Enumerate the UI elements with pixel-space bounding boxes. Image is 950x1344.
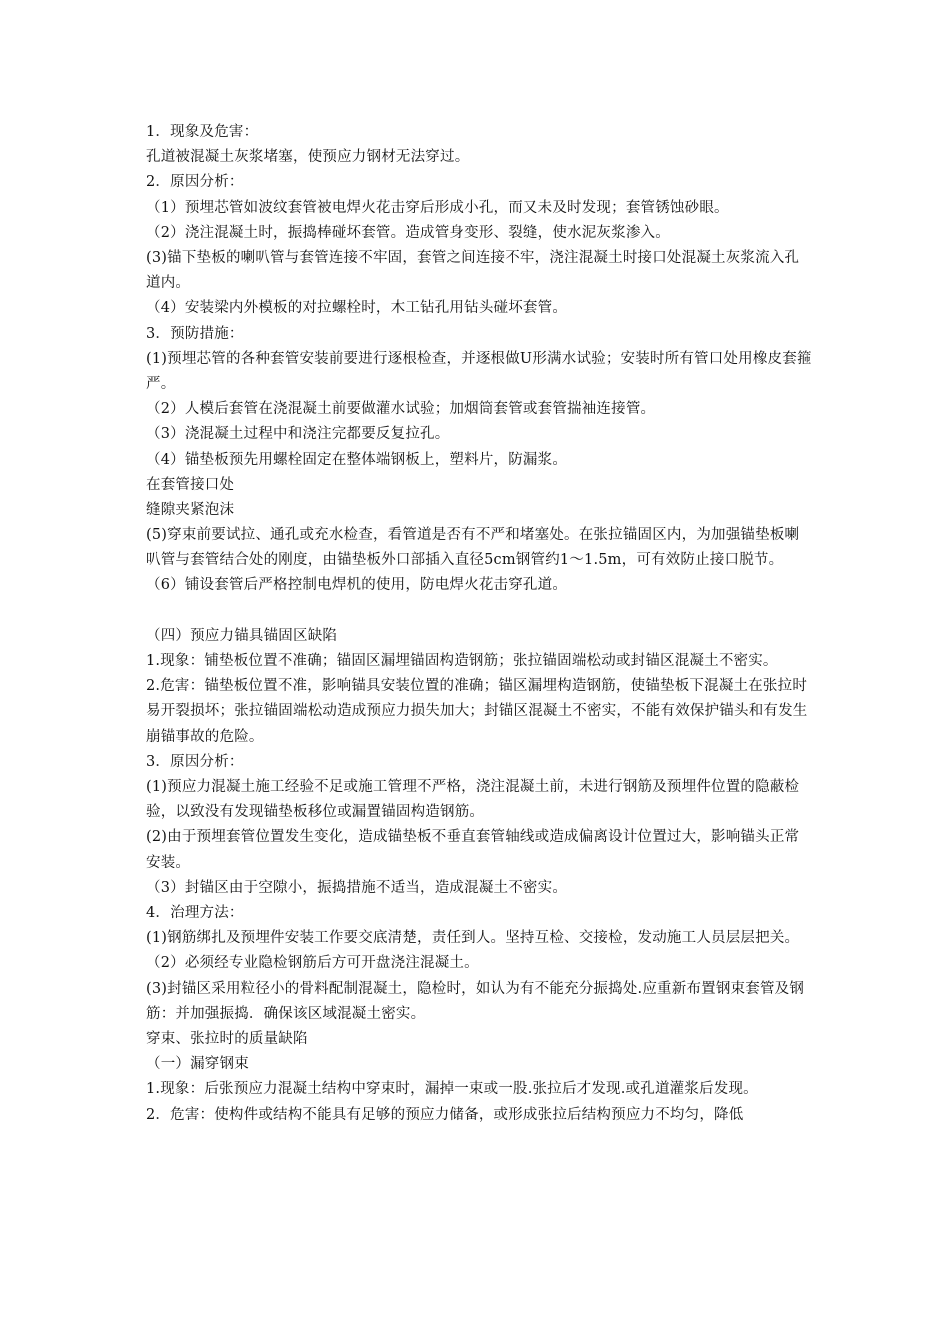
paragraph-line: 4．治理方法：	[146, 905, 244, 922]
paragraph-line: （4）锚垫板预先用螺栓固定在整体端钢板上，塑料片，防漏浆。	[146, 451, 568, 468]
document-body	[146, 120, 812, 1128]
paragraph-line: （一）漏穿钢束	[146, 1056, 249, 1073]
paragraph-line: 1.现象：铺垫板位置不准确；锚固区漏埋锚固构造钢筋；张拉锚固端松动或封锚区混凝土不密实。	[146, 653, 778, 670]
paragraph-line: 1．现象及危害：	[146, 124, 259, 140]
paragraph-line: (1)预埋芯管的各种套管安装前要进行逐根检查，并逐根做U形满水试验；安装时所有管口处用橡皮套箍严。	[146, 350, 812, 392]
paragraph-line: （1）预埋芯管如波纹套管被电焊火花击穿后形成小孔，而又未及时发现；套管锈蚀砂眼。	[146, 199, 729, 216]
paragraph-line: （4）安装梁内外模板的对拉螺栓时，木工钻孔用钻头碰坏套管。	[146, 300, 568, 317]
paragraph-line: （四）预应力锚具锚固区缺陷	[146, 627, 338, 644]
paragraph-line: 1.现象：后张预应力混凝土结构中穿束时，漏掉一束或一股.张拉后才发现.或孔道灌浆后发现。	[146, 1081, 758, 1098]
paragraph-line: （2）人模后套管在浇混凝土前要做灌水试验；加烟筒套管或套管揣袖连接管。	[146, 401, 656, 418]
paragraph-line: (1)预应力混凝土施工经验不足或施工管理不严格，浇注混凝土前，未进行钢筋及预埋件位置的隐蔽检验，以致没有发现锚垫板移位或漏置锚固构造钢筋。	[146, 779, 800, 821]
paragraph-line: 孔道被混凝土灰浆堵塞，使预应力钢材无法穿过。	[146, 149, 470, 166]
paragraph-line: 3．预防措施：	[146, 325, 244, 342]
paragraph-line: 缝隙夹紧泡沫	[146, 501, 235, 518]
paragraph-line: 2．原因分析：	[146, 174, 244, 191]
paragraph-line: （3）封锚区由于空隙小，振捣措施不适当，造成混凝土不密实。	[146, 879, 568, 896]
paragraph-line: （2）必须经专业隐检钢筋后方可开盘浇注混凝土。	[146, 955, 479, 972]
paragraph-line: （2）浇注混凝土时，振捣棒碰坏套管。造成管身变形、裂缝，使水泥灰浆渗入。	[146, 224, 670, 241]
paragraph-line: (3)封锚区采用粒径小的骨料配制混凝土，隐检时，如认为有不能充分振捣处.应重新布置钢束套管及钢筋：并加强振捣．确保该区域混凝土密实。	[146, 980, 805, 1022]
paragraph-line: （6）铺设套管后严格控制电焊机的使用，防电焊火花击穿孔道。	[146, 577, 568, 594]
paragraph-line: (5)穿束前要试拉、通孔或充水检查，看管道是否有不严和堵塞处。在张拉锚固区内，为加强锚垫板喇叭管与套管结合处的刚度，由锚垫板外口部插入直径5cm钢管约1～1.5m，可有效防止接口脱节。	[146, 527, 800, 569]
paragraph-line: (3)锚下垫板的喇叭管与套管连接不牢固，套管之间连接不牢，浇注混凝土时接口处混凝土灰浆流入孔道内。	[146, 249, 800, 292]
paragraph-line: 穿束、张拉时的质量缺陷	[146, 1031, 308, 1048]
paragraph-line: 在套管接口处	[146, 476, 235, 493]
paragraph-line: （3）浇混凝土过程中和浇注完都要反复拉孔。	[146, 426, 450, 443]
paragraph-line: 2.危害：锚垫板位置不准，影响锚具安装位置的准确；锚区漏埋构造钢筋，使锚垫板下混凝土在张拉时易开裂损坏；张拉锚固端松动造成预应力损失加大；封锚区混凝土不密实，不能有效保护锚头和有发生崩锚事故的危险。	[146, 678, 808, 745]
paragraph-line: 3．原因分析：	[146, 753, 244, 770]
paragraph-line: 2．危害：使构件或结构不能具有足够的预应力储备，或形成张拉后结构预应力不均匀，降低	[146, 1106, 744, 1123]
paragraph-line: (2)由于预埋套管位置发生变化，造成锚垫板不垂直套管轴线或造成偏离设计位置过大，影响锚头正常安装。	[146, 829, 800, 871]
paragraph-line: (1)钢筋绑扎及预埋件安装工作要交底清楚，责任到人。坚持互检、交接检，发动施工人员层层把关。	[146, 930, 800, 947]
blank-line	[146, 599, 812, 624]
